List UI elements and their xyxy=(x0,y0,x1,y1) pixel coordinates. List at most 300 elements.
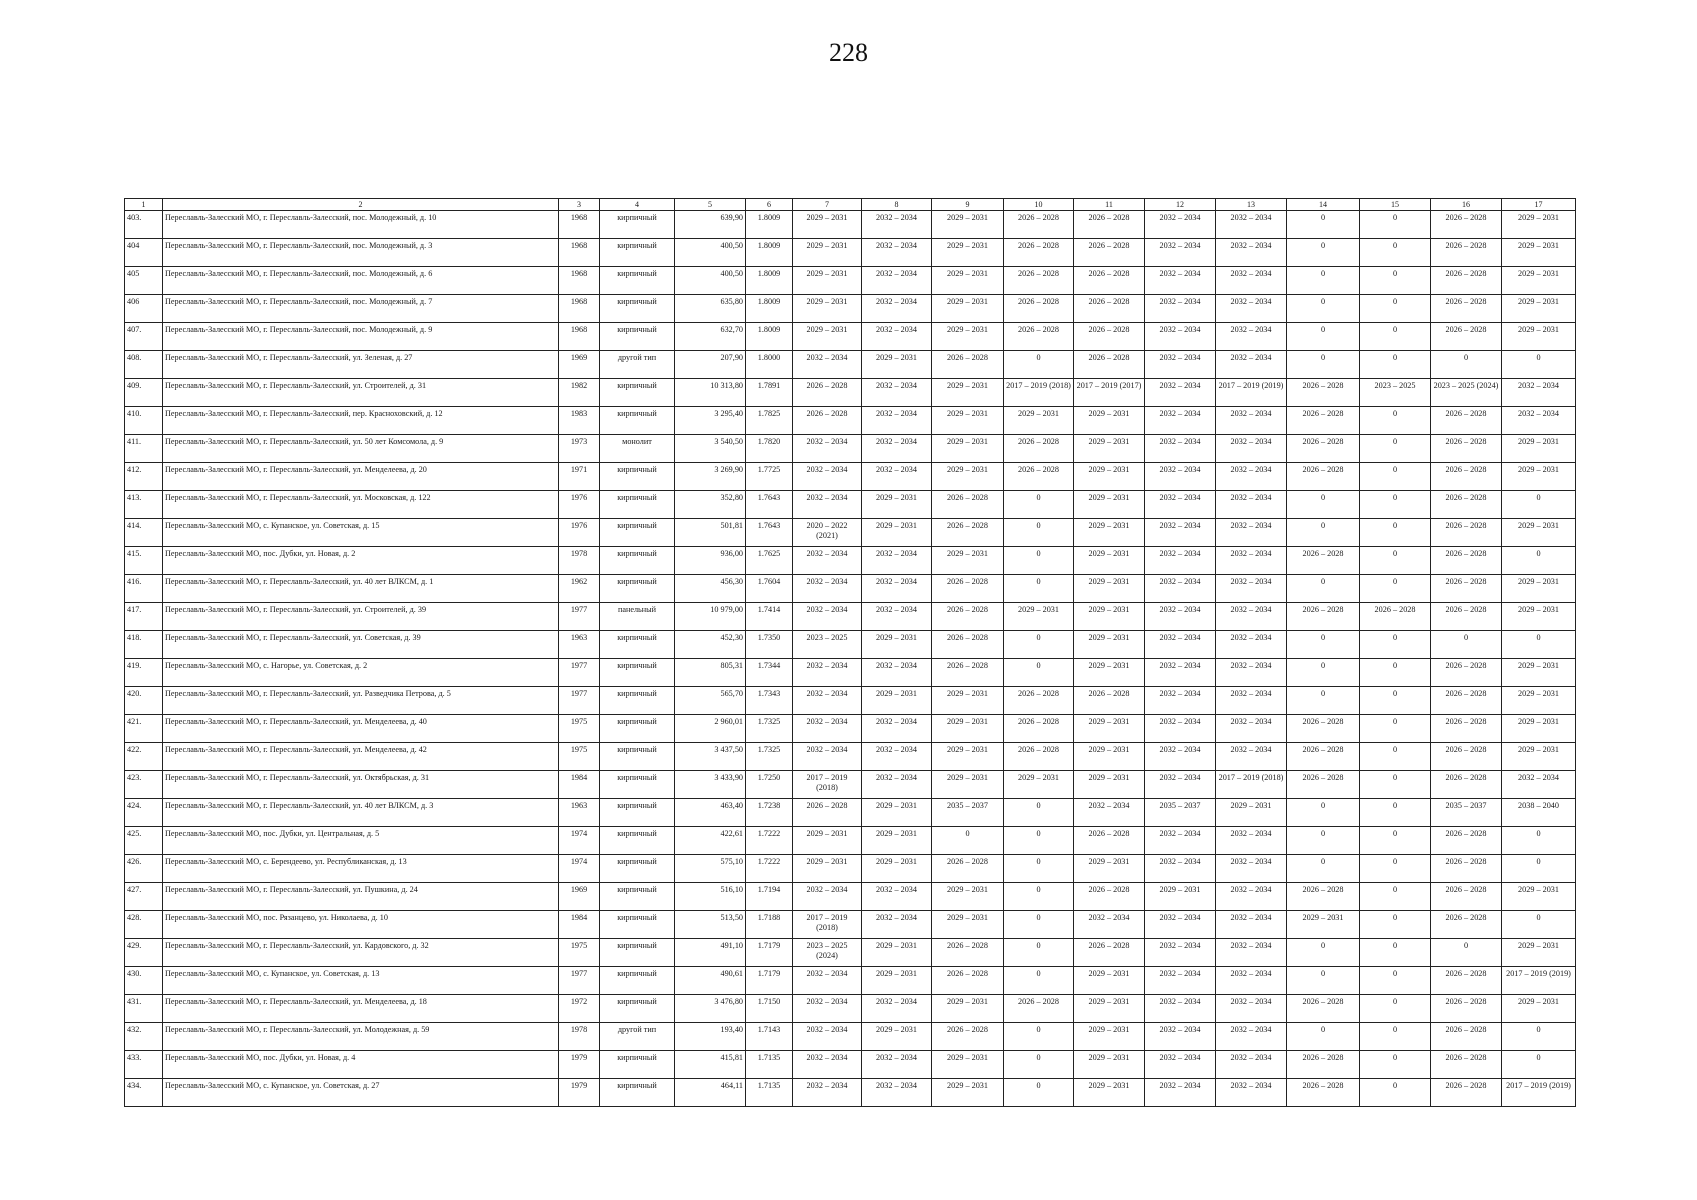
table-cell: 2029 – 2031 xyxy=(1074,631,1145,659)
table-cell: 1979 xyxy=(559,1079,600,1107)
table-cell: 2032 – 2034 xyxy=(793,659,862,687)
table-cell: 1.8009 xyxy=(746,211,793,239)
table-cell: 0 xyxy=(1360,295,1431,323)
table-cell: Переславль-Залесский МО, с. Купанское, ул. Советская, д. 15 xyxy=(163,519,559,547)
table-cell: 2029 – 2031 xyxy=(862,967,932,995)
table-cell: 2029 – 2031 xyxy=(862,799,932,827)
table-cell: 0 xyxy=(1004,883,1074,911)
table-row xyxy=(125,463,1576,491)
table-cell: 0 xyxy=(932,827,1004,855)
table-cell: 419. xyxy=(125,659,163,687)
table-cell: 2032 – 2034 xyxy=(793,687,862,715)
table-cell: 2032 – 2034 xyxy=(1145,463,1216,491)
table-cell: 2026 – 2028 xyxy=(1004,323,1074,351)
table-cell: 2032 – 2034 xyxy=(1145,1051,1216,1079)
table-cell: 1968 xyxy=(559,211,600,239)
table-header xyxy=(125,199,1576,211)
column-header: 7 xyxy=(793,199,862,211)
table-cell: 2032 – 2034 xyxy=(1145,771,1216,799)
table-cell: 463,40 xyxy=(675,799,746,827)
table-cell: 2026 – 2028 xyxy=(1287,771,1360,799)
table-cell: 414. xyxy=(125,519,163,547)
table-cell: 0 xyxy=(1360,1051,1431,1079)
table-cell: 1963 xyxy=(559,631,600,659)
table-cell: 2029 – 2031 xyxy=(1074,659,1145,687)
table-cell: Переславль-Залесский МО, г. Переславль-Залесский, ул. Молодежная, д. 59 xyxy=(163,1023,559,1051)
table-row xyxy=(125,659,1576,687)
table-cell: 2029 – 2031 xyxy=(1074,491,1145,519)
table-cell: 2026 – 2028 xyxy=(1004,267,1074,295)
table-cell: кирпичный xyxy=(600,407,675,435)
table-cell: Переславль-Залесский МО, с. Купанское, ул. Советская, д. 13 xyxy=(163,967,559,995)
table-cell: 2032 – 2034 xyxy=(1145,267,1216,295)
table-cell: 1975 xyxy=(559,743,600,771)
table-cell: 0 xyxy=(1502,827,1576,855)
table-cell: 0 xyxy=(1287,631,1360,659)
table-cell: Переславль-Залесский МО, пос. Дубки, ул. Новая, д. 4 xyxy=(163,1051,559,1079)
table-cell: 2029 – 2031 xyxy=(1502,603,1576,631)
table-cell: кирпичный xyxy=(600,743,675,771)
table-cell: 2026 – 2028 xyxy=(1431,267,1502,295)
table-cell: 1.8009 xyxy=(746,323,793,351)
table-cell: 2032 – 2034 xyxy=(1145,939,1216,967)
column-header: 8 xyxy=(862,199,932,211)
table-cell: панельный xyxy=(600,603,675,631)
table-cell: Переславль-Залесский МО, г. Переславль-Залесский, ул. Зеленая, д. 27 xyxy=(163,351,559,379)
table-cell: 2032 – 2034 xyxy=(793,463,862,491)
table-cell: 2026 – 2028 xyxy=(1004,715,1074,743)
table-cell: 2032 – 2034 xyxy=(1216,1023,1287,1051)
table-cell: 1973 xyxy=(559,435,600,463)
table-cell: 3 295,40 xyxy=(675,407,746,435)
table-cell: 429. xyxy=(125,939,163,967)
table-cell: 2035 – 2037 xyxy=(1431,799,1502,827)
table-cell: 3 476,80 xyxy=(675,995,746,1023)
table-cell: 2032 – 2034 xyxy=(1145,659,1216,687)
table-cell: кирпичный xyxy=(600,855,675,883)
table-cell: Переславль-Залесский МО, г. Переславль-Залесский, ул. Менделеева, д. 40 xyxy=(163,715,559,743)
table-cell: 2032 – 2034 xyxy=(793,743,862,771)
table-cell: 0 xyxy=(1360,911,1431,939)
table-cell: 0 xyxy=(1287,855,1360,883)
table-cell: 0 xyxy=(1004,911,1074,939)
table-cell: 2026 – 2028 xyxy=(1074,323,1145,351)
table-cell: 0 xyxy=(1287,323,1360,351)
table-cell: 2026 – 2028 xyxy=(1431,659,1502,687)
table-cell: 0 xyxy=(1431,351,1502,379)
table-cell: 2029 – 2031 xyxy=(932,267,1004,295)
table-cell: другой тип xyxy=(600,351,675,379)
table-cell: 2029 – 2031 xyxy=(1004,407,1074,435)
table-cell: 2032 – 2034 xyxy=(1216,939,1287,967)
table-cell: 1.7222 xyxy=(746,855,793,883)
table-cell: 1976 xyxy=(559,491,600,519)
table-row xyxy=(125,967,1576,995)
table-cell: 0 xyxy=(1360,351,1431,379)
table-cell: 2029 – 2031 xyxy=(932,407,1004,435)
table-cell: 2029 – 2031 xyxy=(862,351,932,379)
table-cell: 1.7604 xyxy=(746,575,793,603)
table-cell: 2032 – 2034 xyxy=(862,575,932,603)
table-cell: 501,81 xyxy=(675,519,746,547)
column-header: 17 xyxy=(1502,199,1576,211)
table-cell: 2032 – 2034 xyxy=(862,995,932,1023)
table-cell: 2032 – 2034 xyxy=(862,603,932,631)
table-cell: 490,61 xyxy=(675,967,746,995)
table-cell: 2029 – 2031 xyxy=(1502,883,1576,911)
table-cell: 0 xyxy=(1287,939,1360,967)
table-cell: 0 xyxy=(1360,659,1431,687)
table-cell: 2023 – 2025 xyxy=(1360,379,1431,407)
table-cell: 2032 – 2034 xyxy=(862,267,932,295)
table-cell: 2026 – 2028 xyxy=(793,407,862,435)
table-cell: 2032 – 2034 xyxy=(793,715,862,743)
table-cell: 2032 – 2034 xyxy=(1216,743,1287,771)
table-cell: Переславль-Залесский МО, г. Переславль-Залесский, ул. Менделеева, д. 42 xyxy=(163,743,559,771)
table-cell: 425. xyxy=(125,827,163,855)
table-row xyxy=(125,687,1576,715)
table-cell: 2029 – 2031 xyxy=(932,715,1004,743)
table-cell: 2020 – 2022 (2021) xyxy=(793,519,862,547)
table-cell: 422,61 xyxy=(675,827,746,855)
table-cell: кирпичный xyxy=(600,771,675,799)
table-cell: 2032 – 2034 xyxy=(862,771,932,799)
table-cell: 2029 – 2031 xyxy=(862,631,932,659)
table-cell: 2029 – 2031 xyxy=(1502,995,1576,1023)
table-row xyxy=(125,855,1576,883)
table-cell: 1.7343 xyxy=(746,687,793,715)
table-cell: 2029 – 2031 xyxy=(1074,435,1145,463)
table-cell: 0 xyxy=(1360,211,1431,239)
table-cell: 2029 – 2031 xyxy=(1502,435,1576,463)
table-cell: 2026 – 2028 xyxy=(932,491,1004,519)
table-cell: кирпичный xyxy=(600,239,675,267)
table-cell: 1974 xyxy=(559,855,600,883)
table-cell: 2029 – 2031 xyxy=(1074,463,1145,491)
table-cell: 2032 – 2034 xyxy=(793,995,862,1023)
table-cell: 2032 – 2034 xyxy=(862,883,932,911)
table-cell: 2026 – 2028 xyxy=(1431,827,1502,855)
table-cell: кирпичный xyxy=(600,939,675,967)
table-cell: 1.7179 xyxy=(746,939,793,967)
page-number: 228 xyxy=(829,38,868,67)
table-cell: 1.8009 xyxy=(746,295,793,323)
table-row xyxy=(125,715,1576,743)
table-cell: 2032 – 2034 xyxy=(1216,715,1287,743)
table-cell: 0 xyxy=(1287,799,1360,827)
table-cell: 575,10 xyxy=(675,855,746,883)
table-cell: кирпичный xyxy=(600,211,675,239)
table-cell: 2032 – 2034 xyxy=(1145,967,1216,995)
column-header: 14 xyxy=(1287,199,1360,211)
table-cell: 2026 – 2028 xyxy=(1074,687,1145,715)
table-cell: 632,70 xyxy=(675,323,746,351)
table-cell: 1.7325 xyxy=(746,715,793,743)
table-cell: 2026 – 2028 xyxy=(932,939,1004,967)
table-cell: 639,90 xyxy=(675,211,746,239)
table-cell: 2026 – 2028 xyxy=(1287,603,1360,631)
table-cell: 2026 – 2028 xyxy=(1004,239,1074,267)
table-cell: 2032 – 2034 xyxy=(1216,491,1287,519)
table-cell: 0 xyxy=(1287,211,1360,239)
table-cell: 423. xyxy=(125,771,163,799)
table-row xyxy=(125,407,1576,435)
table-cell: 2029 – 2031 xyxy=(932,239,1004,267)
table-cell: 2032 – 2034 xyxy=(1216,967,1287,995)
table-row xyxy=(125,827,1576,855)
table-cell: 0 xyxy=(1004,799,1074,827)
table-cell: 2032 – 2034 xyxy=(793,603,862,631)
table-cell: 1.8000 xyxy=(746,351,793,379)
table-cell: 2026 – 2028 xyxy=(1431,883,1502,911)
table-cell: 2029 – 2031 xyxy=(1216,799,1287,827)
table-cell: Переславль-Залесский МО, г. Переславль-Залесский, пос. Молодежный, д. 3 xyxy=(163,239,559,267)
table-cell: 2029 – 2031 xyxy=(862,687,932,715)
table-cell: 415,81 xyxy=(675,1051,746,1079)
table-cell: 2026 – 2028 xyxy=(1074,827,1145,855)
table-cell: 2029 – 2031 xyxy=(862,491,932,519)
column-header: 16 xyxy=(1431,199,1502,211)
table-cell: 0 xyxy=(1502,1023,1576,1051)
table-cell: 2032 – 2034 xyxy=(1216,631,1287,659)
table-cell: 2026 – 2028 xyxy=(1287,547,1360,575)
table-cell: 0 xyxy=(1004,1051,1074,1079)
table-cell: 0 xyxy=(1287,967,1360,995)
table-cell: 0 xyxy=(1287,295,1360,323)
table-cell: 2026 – 2028 xyxy=(1287,995,1360,1023)
table-cell: кирпичный xyxy=(600,491,675,519)
table-cell: 3 269,90 xyxy=(675,463,746,491)
table-cell: 2026 – 2028 xyxy=(1431,715,1502,743)
table-cell: 2032 – 2034 xyxy=(862,547,932,575)
table-cell: кирпичный xyxy=(600,547,675,575)
table-cell: монолит xyxy=(600,435,675,463)
table-cell: Переславль-Залесский МО, г. Переславль-Залесский, пос. Молодежный, д. 9 xyxy=(163,323,559,351)
table-cell: 2029 – 2031 xyxy=(862,855,932,883)
table-cell: 2032 – 2034 xyxy=(793,1023,862,1051)
table-cell: 1.7725 xyxy=(746,463,793,491)
table-cell: 0 xyxy=(1287,491,1360,519)
column-header: 12 xyxy=(1145,199,1216,211)
table-cell: 2029 – 2031 xyxy=(932,547,1004,575)
table-cell: 2026 – 2028 xyxy=(932,855,1004,883)
table-cell: 2029 – 2031 xyxy=(932,883,1004,911)
table-cell: 0 xyxy=(1287,575,1360,603)
table-cell: 417. xyxy=(125,603,163,631)
table-cell: Переславль-Залесский МО, г. Переславль-Залесский, ул. 40 лет ВЛКСМ, д. 1 xyxy=(163,575,559,603)
table-cell: 2017 – 2019 (2018) xyxy=(1216,771,1287,799)
table-cell: 2032 – 2034 xyxy=(1216,1051,1287,1079)
table-cell: 2026 – 2028 xyxy=(932,659,1004,687)
table-cell: 352,80 xyxy=(675,491,746,519)
table-cell: 0 xyxy=(1004,939,1074,967)
table-row xyxy=(125,323,1576,351)
table-cell: 2029 – 2031 xyxy=(1074,407,1145,435)
table-cell: кирпичный xyxy=(600,687,675,715)
table-row xyxy=(125,799,1576,827)
table-cell: Переславль-Залесский МО, г. Переславль-Залесский, пос. Молодежный, д. 10 xyxy=(163,211,559,239)
table-cell: 2026 – 2028 xyxy=(932,631,1004,659)
table-cell: 2026 – 2028 xyxy=(1431,491,1502,519)
column-number-row xyxy=(125,199,1576,211)
table-cell: 2029 – 2031 xyxy=(793,295,862,323)
table-cell: 2026 – 2028 xyxy=(932,519,1004,547)
table-cell: 2026 – 2028 xyxy=(1431,1079,1502,1107)
table-row xyxy=(125,267,1576,295)
table-cell: 2032 – 2034 xyxy=(1502,379,1576,407)
table-cell: 428. xyxy=(125,911,163,939)
table-row xyxy=(125,995,1576,1023)
table-cell: 2029 – 2031 xyxy=(1145,883,1216,911)
table-cell: 2029 – 2031 xyxy=(932,435,1004,463)
table-cell: 0 xyxy=(1360,799,1431,827)
table-cell: Переславль-Залесский МО, г. Переславль-Залесский, ул. Кардовского, д. 32 xyxy=(163,939,559,967)
table-cell: 2026 – 2028 xyxy=(1004,435,1074,463)
table-cell: 2032 – 2034 xyxy=(1145,603,1216,631)
table-cell: 2032 – 2034 xyxy=(1145,491,1216,519)
table-cell: 1975 xyxy=(559,715,600,743)
table-cell: 2026 – 2028 xyxy=(1431,575,1502,603)
table-cell: 2032 – 2034 xyxy=(1216,211,1287,239)
table-cell: 2026 – 2028 xyxy=(1004,295,1074,323)
table-cell: 2026 – 2028 xyxy=(1287,743,1360,771)
table-cell: 2032 – 2034 xyxy=(1145,379,1216,407)
table-cell: 409. xyxy=(125,379,163,407)
table-cell: 2029 – 2031 xyxy=(1004,603,1074,631)
table-cell: 0 xyxy=(1004,575,1074,603)
table-cell: 2029 – 2031 xyxy=(793,211,862,239)
table-cell: 2029 – 2031 xyxy=(1074,967,1145,995)
table-cell: 1.7820 xyxy=(746,435,793,463)
table-cell: 408. xyxy=(125,351,163,379)
table-cell: Переславль-Залесский МО, г. Переславль-Залесский, ул. Пушкина, д. 24 xyxy=(163,883,559,911)
table-cell: 2029 – 2031 xyxy=(1074,1051,1145,1079)
table-cell: кирпичный xyxy=(600,995,675,1023)
table-cell: 2017 – 2019 (2019) xyxy=(1216,379,1287,407)
table-cell: 207,90 xyxy=(675,351,746,379)
table-cell: 434. xyxy=(125,1079,163,1107)
table-cell: кирпичный xyxy=(600,323,675,351)
table-cell: 2026 – 2028 xyxy=(1431,855,1502,883)
table-row xyxy=(125,351,1576,379)
table-cell: 0 xyxy=(1360,743,1431,771)
table-cell: 2026 – 2028 xyxy=(1431,323,1502,351)
table-cell: 2029 – 2031 xyxy=(1074,715,1145,743)
table-cell: кирпичный xyxy=(600,463,675,491)
table-cell: 2029 – 2031 xyxy=(932,1079,1004,1107)
table-cell: 0 xyxy=(1287,1023,1360,1051)
table-body xyxy=(125,211,1576,1107)
table-cell: 1984 xyxy=(559,771,600,799)
table-cell: кирпичный xyxy=(600,827,675,855)
table-cell: 2032 – 2034 xyxy=(1145,631,1216,659)
column-header: 13 xyxy=(1216,199,1287,211)
table-cell: 404 xyxy=(125,239,163,267)
table-cell: 2026 – 2028 xyxy=(932,351,1004,379)
table-cell: 2035 – 2037 xyxy=(1145,799,1216,827)
table-cell: 0 xyxy=(1502,547,1576,575)
table-cell: кирпичный xyxy=(600,1079,675,1107)
table-cell: 0 xyxy=(1502,631,1576,659)
table-cell: 422. xyxy=(125,743,163,771)
table-cell: 2029 – 2031 xyxy=(1074,743,1145,771)
table-cell: 2026 – 2028 xyxy=(1431,211,1502,239)
table-cell: 0 xyxy=(1360,827,1431,855)
table-cell: 412. xyxy=(125,463,163,491)
table-cell: 2026 – 2028 xyxy=(1431,687,1502,715)
table-cell: 1975 xyxy=(559,939,600,967)
table-cell: 2017 – 2019 (2019) xyxy=(1502,1079,1576,1107)
table-cell: 464,11 xyxy=(675,1079,746,1107)
table-cell: 2029 – 2031 xyxy=(1287,911,1360,939)
table-cell: 2032 – 2034 xyxy=(862,463,932,491)
table-cell: 1.7643 xyxy=(746,519,793,547)
table-cell: 2032 – 2034 xyxy=(1502,407,1576,435)
table-cell: 2032 – 2034 xyxy=(1216,575,1287,603)
table-cell: 420. xyxy=(125,687,163,715)
table-cell: 1978 xyxy=(559,547,600,575)
table-cell: 2029 – 2031 xyxy=(862,827,932,855)
table-cell: другой тип xyxy=(600,1023,675,1051)
table-cell: 2032 – 2034 xyxy=(1216,267,1287,295)
table-cell: 3 433,90 xyxy=(675,771,746,799)
table-cell: 2032 – 2034 xyxy=(862,911,932,939)
table-cell: 2029 – 2031 xyxy=(932,743,1004,771)
table-cell: 424. xyxy=(125,799,163,827)
table-cell: 2032 – 2034 xyxy=(862,323,932,351)
table-cell: 2032 – 2034 xyxy=(1216,463,1287,491)
table-cell: 2029 – 2031 xyxy=(862,519,932,547)
table-cell: 193,40 xyxy=(675,1023,746,1051)
table-row xyxy=(125,547,1576,575)
table-cell: 2029 – 2031 xyxy=(862,1023,932,1051)
table-cell: кирпичный xyxy=(600,295,675,323)
table-cell: 2029 – 2031 xyxy=(793,855,862,883)
table-row xyxy=(125,491,1576,519)
table-cell: 2029 – 2031 xyxy=(862,939,932,967)
table-cell: 2032 – 2034 xyxy=(793,491,862,519)
table-cell: 2029 – 2031 xyxy=(1502,239,1576,267)
table-cell: Переславль-Залесский МО, г. Переславль-Залесский, ул. Советская, д. 39 xyxy=(163,631,559,659)
table-cell: 2029 – 2031 xyxy=(1074,855,1145,883)
table-cell: 0 xyxy=(1004,967,1074,995)
table-cell: 410. xyxy=(125,407,163,435)
column-header: 2 xyxy=(163,199,559,211)
table-cell: Переславль-Залесский МО, пос. Дубки, ул. Новая, д. 2 xyxy=(163,547,559,575)
table-cell: 400,50 xyxy=(675,267,746,295)
table-cell: 2032 – 2034 xyxy=(1145,995,1216,1023)
table-cell: 2032 – 2034 xyxy=(1145,1079,1216,1107)
table-cell: 2026 – 2028 xyxy=(1004,463,1074,491)
table-cell: 2032 – 2034 xyxy=(1145,351,1216,379)
table-cell: 2029 – 2031 xyxy=(932,211,1004,239)
table-cell: 2029 – 2031 xyxy=(1502,575,1576,603)
table-cell: 2026 – 2028 xyxy=(932,603,1004,631)
table-cell: 2026 – 2028 xyxy=(1287,407,1360,435)
table-cell: 2032 – 2034 xyxy=(1216,239,1287,267)
table-cell: 2032 – 2034 xyxy=(1145,239,1216,267)
table-cell: 1.7194 xyxy=(746,883,793,911)
table-cell: 2026 – 2028 xyxy=(1074,351,1145,379)
table-cell: кирпичный xyxy=(600,267,675,295)
table-cell: 1.7891 xyxy=(746,379,793,407)
table-cell: 2032 – 2034 xyxy=(793,435,862,463)
table-cell: 2032 – 2034 xyxy=(1145,827,1216,855)
table-cell: 2032 – 2034 xyxy=(1145,1023,1216,1051)
table-cell: 1968 xyxy=(559,295,600,323)
table-cell: 0 xyxy=(1004,827,1074,855)
table-cell: 2032 – 2034 xyxy=(1145,323,1216,351)
